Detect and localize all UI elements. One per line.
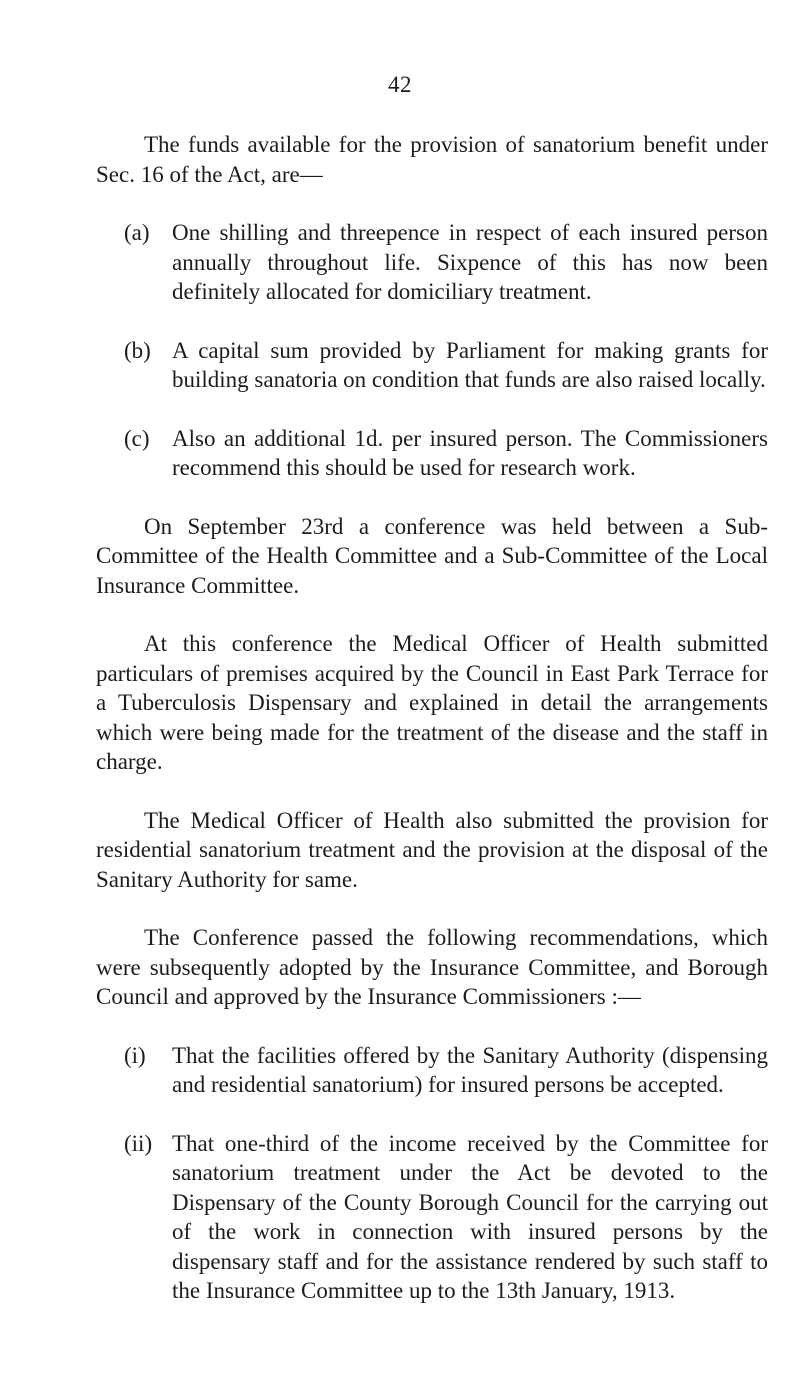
residential-paragraph: The Medical Officer of Health also submitted the provision for residential sanatorium treatment and the provision at the disposal of the Sanitary Authority for same. [96,807,768,892]
list-item [96,1041,768,1100]
list-item-label: (c) [124,425,150,451]
list-item-label: (a) [124,220,150,245]
page-body [96,130,768,1335]
list-item-label: (ii) [124,1130,153,1156]
list-item-text: Also an additional 1d. per insured person. The Commissioners recommend this should be used for research work. [172,425,768,480]
list-item [96,424,768,483]
list-item-text: One shilling and threepence in respect of each insured person annually throughout life. Sixpence of this has now been definitely allocated for domiciliary treatment. [172,220,768,304]
list-item [96,336,768,395]
list-item-label: (i) [124,1042,146,1068]
list-item-text: That one-third of the income received by the Committee for sanatorium treatment under the Act be devoted to the Dispensary of the County Borough Council for the carrying out of the work in connection with insured persons by the dispensary staff and for the assistance rendered by such staff to the Insurance Committee up to the 13th January, 1913. [172,1130,768,1303]
list-item [96,218,768,307]
funds-list [96,218,768,483]
list-item-text: A capital sum provided by Parliament for making grants for building sanatoria on condition that funds are also raised locally. [172,337,768,392]
intro-paragraph: The funds available for the provision of sanatorium benefit under Sec. 16 of the Act, are— [96,132,768,187]
list-item-text: That the facilities offered by the Sanitary Authority (dispensing and residential sanatorium) for insured persons be accepted. [172,1042,768,1097]
recommendations-paragraph: The Conference passed the following recommendations, which were subsequently adopted by the Insurance Committee, and Borough Council and approved by the Insurance Commissioners :— [96,925,768,1009]
conference-paragraph: On September 23rd a conference was held between a Sub-Committee of the Health Committee and a Sub-Committee of the Local Insurance Committee. [96,513,768,598]
list-item-label: (b) [124,337,151,363]
recommendations-list [96,1041,768,1306]
list-item [96,1129,768,1306]
dispensary-paragraph: At this conference the Medical Officer of Health submitted particulars of premises acquired by the Council in East Park Terrace for a Tuberculosis Dispensary and explained in detail the arrangements which were being made for the treatment of the disease and the staff in charge. [96,631,768,774]
page-number: 42 [388,72,412,97]
